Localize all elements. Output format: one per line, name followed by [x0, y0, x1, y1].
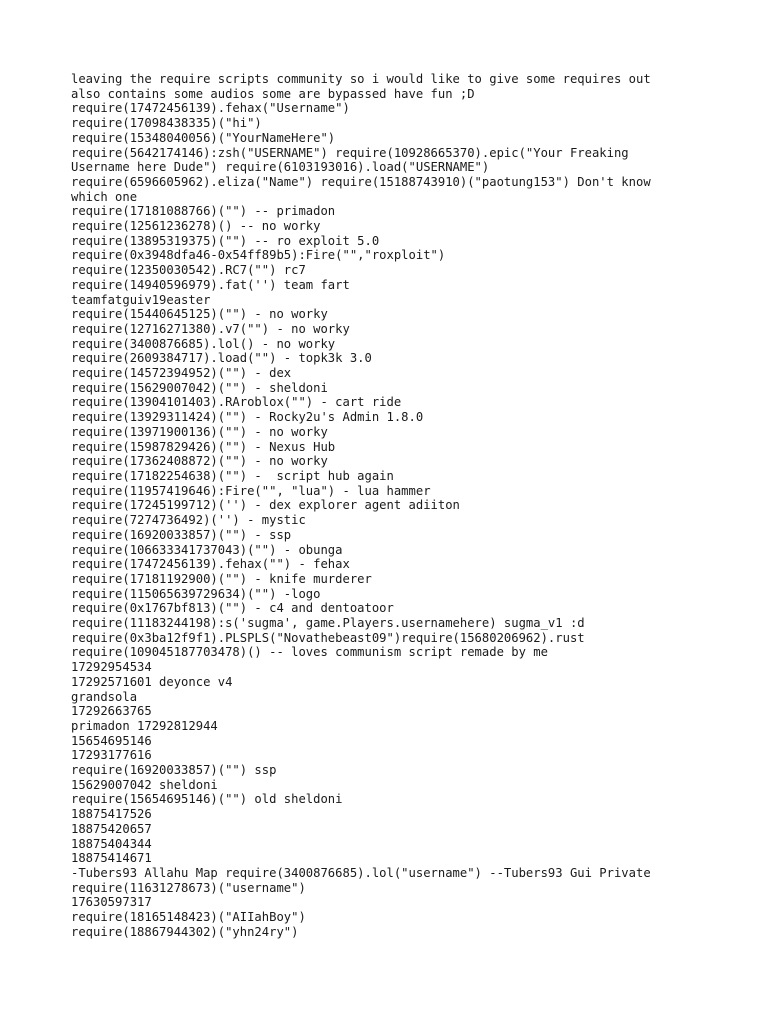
text-line: require(12561236278)() -- no worky	[71, 219, 321, 234]
text-line: require(106633341737043)("") - obunga	[71, 542, 343, 557]
text-line: 18875404344	[71, 836, 152, 851]
text-line: require(17472456139).fehax("Username")	[71, 101, 350, 116]
text-line: require(15440645125)("") - no worky	[71, 307, 328, 322]
text-line: require(3400876685).lol() - no worky	[71, 336, 336, 351]
text-line: require(11183244198):s('sugma', game.Players.usernamehere) sugma_v1 :d	[71, 616, 585, 631]
text-line: 17292571601 deyonce v4	[71, 674, 233, 689]
text-line: require(115065639729634)("") -logo	[71, 586, 321, 601]
text-line: 18875417526	[71, 807, 152, 822]
text-line: require(109045187703478)() -- loves communism script remade by me	[71, 645, 548, 660]
text-line: require(15629007042)("") - sheldoni	[71, 380, 328, 395]
text-line: require(11631278673)("username")	[71, 880, 306, 895]
text-line: leaving the require scripts community so i would like to give some requires out	[71, 72, 651, 86]
text-line: require(17245199712)('') - dex explorer agent adiiton	[71, 498, 460, 513]
text-line: require(15987829426)("") - Nexus Hub	[71, 439, 336, 454]
text-line: 17630597317	[71, 895, 152, 910]
text-line: require(0x1767bf813)("") - c4 and dentoatoor	[71, 601, 394, 616]
text-line: require(17362408872)("") - no worky	[71, 454, 328, 469]
text-line: require(15654695146)("") old sheldoni	[71, 792, 343, 807]
text-line: require(12350030542).RC7("") rc7	[71, 263, 306, 278]
text-line: primadon 17292812944	[71, 718, 218, 733]
text-line: require(16920033857)("") ssp	[71, 763, 277, 778]
text-line: also contains some audios some are bypassed have fun ;D	[71, 86, 475, 101]
text-line: 15629007042 sheldoni	[71, 777, 218, 792]
text-line: require(2609384717).load("") - topk3k 3.0	[71, 351, 372, 366]
text-line: require(17182254638)("") - script hub again	[71, 468, 394, 483]
text-line: require(17181088766)("") -- primadon	[71, 204, 336, 219]
text-line: require(6596605962).eliza("Name") require(15188743910)("paotung153") Don't know	[71, 174, 651, 189]
text-line: teamfatguiv19easter	[71, 292, 211, 307]
text-line: require(0x3948dfa46-0x54ff89b5):Fire("","roxploit")	[71, 248, 446, 263]
text-line: 17292954534	[71, 660, 152, 675]
text-line: require(18165148423)("AIIahBoy")	[71, 910, 306, 925]
text-line: require(17098438335)("hi")	[71, 116, 262, 131]
text-line: require(13929311424)("") - Rocky2u's Admin 1.8.0	[71, 410, 424, 425]
text-line: -Tubers93 Allahu Map require(3400876685).lol("username") --Tubers93 Gui Private	[71, 865, 651, 880]
text-line: require(15348040056)("YourNameHere")	[71, 130, 336, 145]
document-body	[71, 72, 701, 939]
text-line: which one	[71, 189, 138, 204]
text-line: require(13895319375)("") -- ro exploit 5.0	[71, 233, 380, 248]
text-line: 18875414671	[71, 851, 152, 866]
text-line: require(17472456139).fehax("") - fehax	[71, 557, 350, 572]
text-line: grandsola	[71, 689, 138, 704]
text-line: require(14940596979).fat('') team fart	[71, 277, 350, 292]
text-line: 15654695146	[71, 733, 152, 748]
text-line: require(13971900136)("") - no worky	[71, 424, 328, 439]
text-line: require(18867944302)("yhn24ry")	[71, 924, 299, 939]
text-line: require(5642174146):zsh("USERNAME") require(10928665370).epic("Your Freaking	[71, 145, 629, 160]
text-line: 17292663765	[71, 704, 152, 719]
text-line: require(11957419646):Fire("", "lua") - lua hammer	[71, 483, 431, 498]
text-line: require(0x3ba12f9f1).PLSPLS("Novathebeast09")require(15680206962).rust	[71, 630, 585, 645]
text-line: require(12716271380).v7("") - no worky	[71, 321, 350, 336]
text-line: Username here Dude") require(6103193016).load("USERNAME")	[71, 160, 490, 175]
text-line: 18875420657	[71, 821, 152, 836]
text-line: require(7274736492)('') - mystic	[71, 513, 306, 528]
text-line: 17293177616	[71, 748, 152, 763]
text-line: require(13904101403).RAroblox("") - cart ride	[71, 395, 402, 410]
text-line: require(14572394952)("") - dex	[71, 366, 292, 381]
text-line: require(16920033857)("") - ssp	[71, 527, 292, 542]
text-line: require(17181192900)("") - knife murderer	[71, 571, 372, 586]
